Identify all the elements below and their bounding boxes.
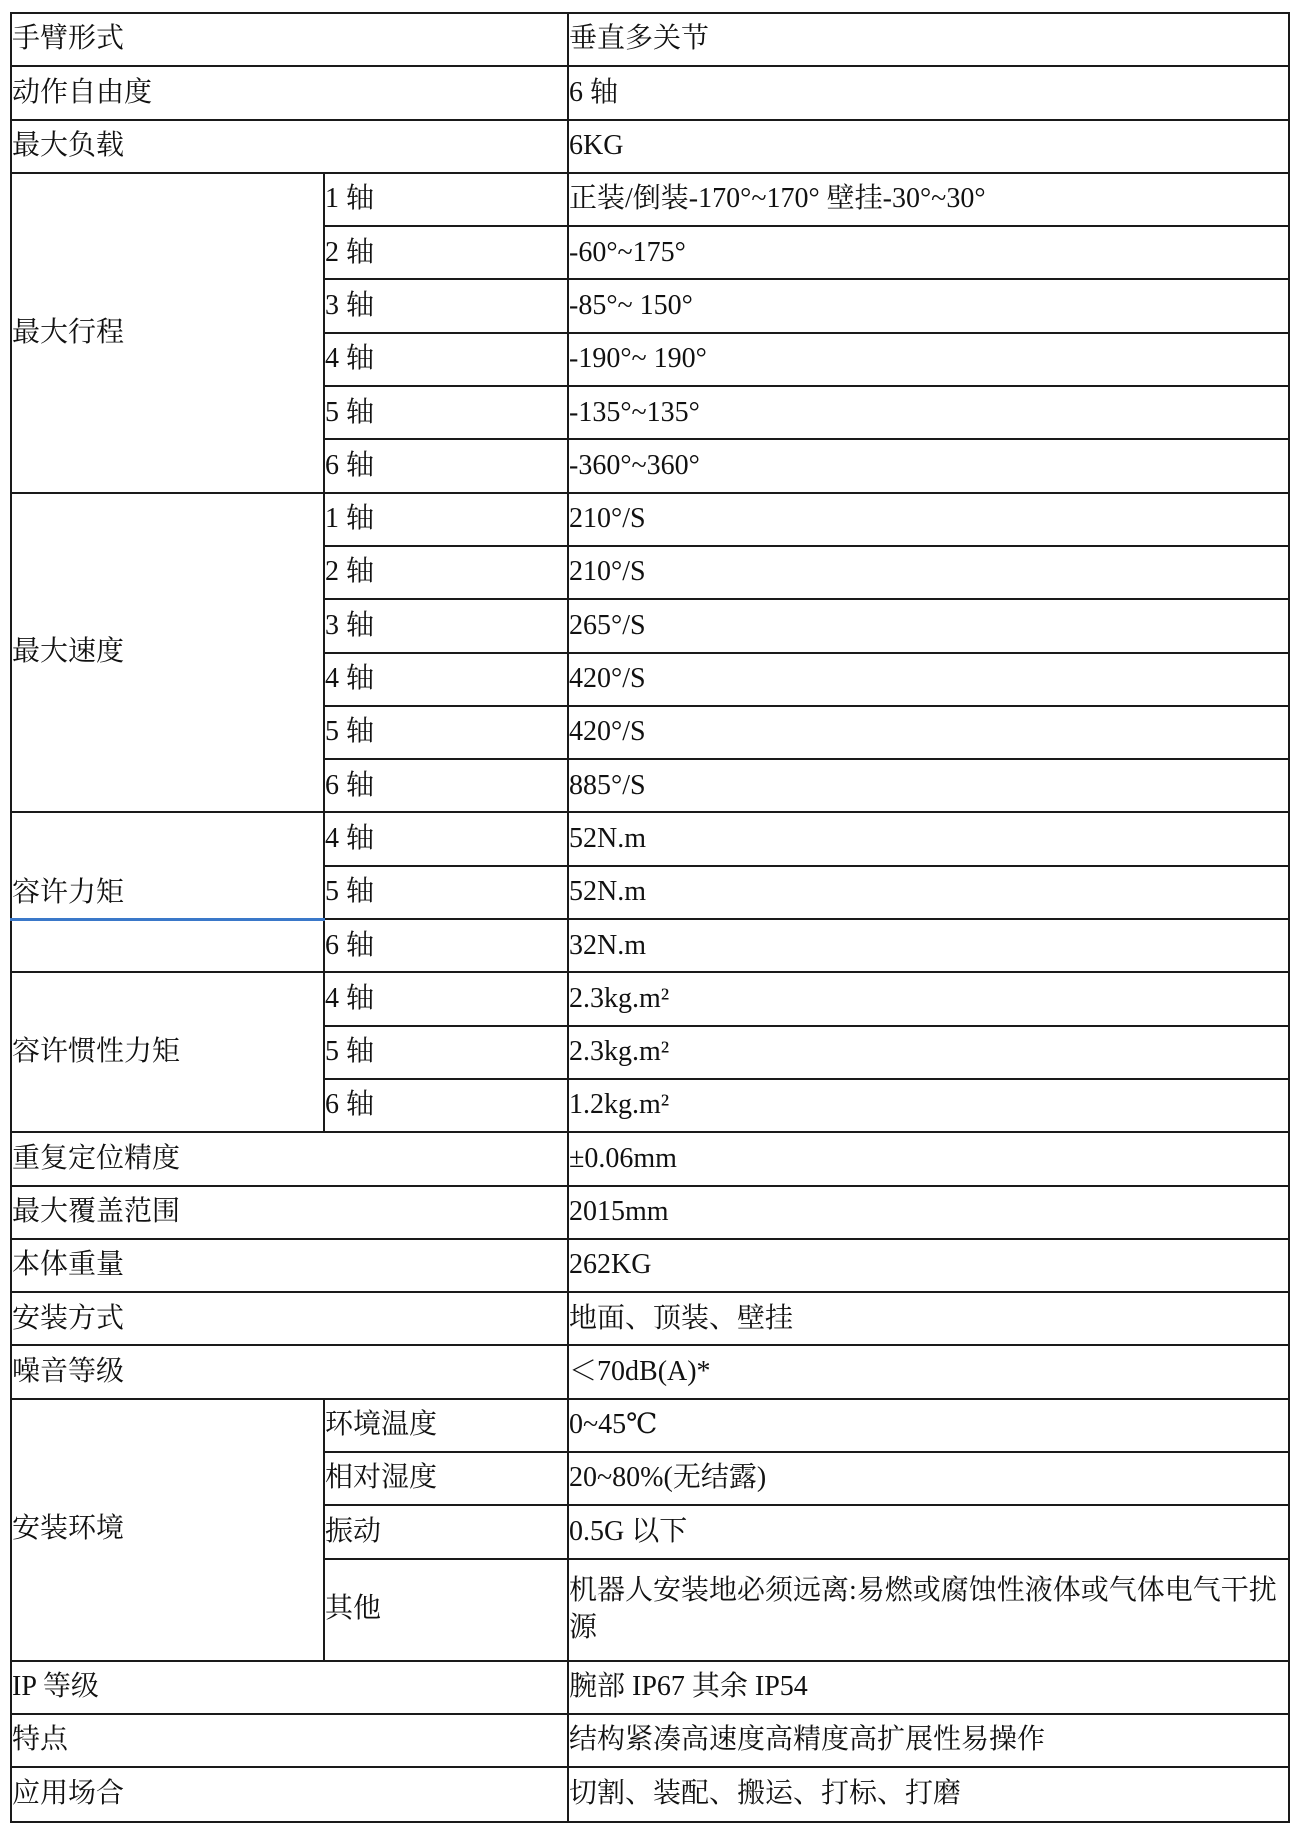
axis-value: 210°/S	[568, 493, 1289, 546]
param-label: IP 等级	[11, 1661, 568, 1714]
row-moment-4	[11, 812, 1289, 865]
axis-label: 5 轴	[324, 386, 568, 439]
param-label: 最大负载	[11, 120, 568, 173]
axis-value: -135°~135°	[568, 386, 1289, 439]
axis-label: 4 轴	[324, 972, 568, 1025]
env-label: 振动	[324, 1505, 568, 1558]
axis-label: 6 轴	[324, 439, 568, 492]
axis-label: 4 轴	[324, 812, 568, 865]
env-value: 20~80%(无结露)	[568, 1452, 1289, 1505]
axis-label: 6 轴	[324, 919, 568, 972]
param-value: 2015mm	[568, 1186, 1289, 1239]
axis-label: 3 轴	[324, 279, 568, 332]
axis-label: 1 轴	[324, 493, 568, 546]
env-label: 其他	[324, 1559, 568, 1661]
param-value: 切割、装配、搬运、打标、打磨	[568, 1767, 1289, 1822]
axis-label: 1 轴	[324, 173, 568, 226]
param-label: 最大覆盖范围	[11, 1186, 568, 1239]
param-value: 结构紧凑高速度高精度高扩展性易操作	[568, 1714, 1289, 1767]
env-label: 相对湿度	[324, 1452, 568, 1505]
axis-value: 52N.m	[568, 866, 1289, 919]
row-features	[11, 1714, 1289, 1767]
axis-label: 3 轴	[324, 599, 568, 652]
param-label: 应用场合	[11, 1767, 568, 1822]
param-label: 手臂形式	[11, 13, 568, 66]
param-label: 重复定位精度	[11, 1132, 568, 1185]
axis-value: 52N.m	[568, 812, 1289, 865]
axis-value: 32N.m	[568, 919, 1289, 972]
row-env-temp	[11, 1399, 1289, 1452]
row-weight	[11, 1239, 1289, 1292]
env-value: 0.5G 以下	[568, 1505, 1289, 1558]
row-dof	[11, 66, 1289, 119]
row-ip-rating	[11, 1661, 1289, 1714]
axis-value: -190°~ 190°	[568, 333, 1289, 386]
row-speed-1	[11, 493, 1289, 546]
axis-value: 1.2kg.m²	[568, 1079, 1289, 1132]
row-payload	[11, 120, 1289, 173]
row-mounting	[11, 1292, 1289, 1345]
group-label: 最大行程	[11, 173, 324, 493]
row-reach	[11, 1186, 1289, 1239]
axis-value: 420°/S	[568, 653, 1289, 706]
group-label: 容许惯性力矩	[11, 972, 324, 1132]
axis-label: 2 轴	[324, 546, 568, 599]
axis-value: -85°~ 150°	[568, 279, 1289, 332]
row-noise	[11, 1345, 1289, 1398]
param-value: 262KG	[568, 1239, 1289, 1292]
param-value: 6KG	[568, 120, 1289, 173]
axis-label: 4 轴	[324, 333, 568, 386]
axis-value: 420°/S	[568, 706, 1289, 759]
row-arm-type	[11, 13, 1289, 66]
param-value: ±0.06mm	[568, 1132, 1289, 1185]
axis-label: 2 轴	[324, 226, 568, 279]
axis-label: 5 轴	[324, 1026, 568, 1079]
axis-value: 正装/倒装-170°~170° 壁挂-30°~30°	[568, 173, 1289, 226]
axis-value: -60°~175°	[568, 226, 1289, 279]
spec-table	[10, 12, 1290, 1823]
row-inertia-4	[11, 972, 1289, 1025]
env-value: 0~45℃	[568, 1399, 1289, 1452]
group-label: 容许力矩	[11, 812, 324, 919]
row-stroke-1	[11, 173, 1289, 226]
param-label: 动作自由度	[11, 66, 568, 119]
axis-value: 210°/S	[568, 546, 1289, 599]
axis-value: 2.3kg.m²	[568, 1026, 1289, 1079]
param-value: 6 轴	[568, 66, 1289, 119]
axis-label: 5 轴	[324, 866, 568, 919]
axis-value: 885°/S	[568, 759, 1289, 812]
axis-label: 6 轴	[324, 1079, 568, 1132]
param-value: 垂直多关节	[568, 13, 1289, 66]
param-label: 特点	[11, 1714, 568, 1767]
row-repeatability	[11, 1132, 1289, 1185]
axis-label: 4 轴	[324, 653, 568, 706]
axis-value: 265°/S	[568, 599, 1289, 652]
param-value: ＜70dB(A)*	[568, 1345, 1289, 1398]
axis-label: 6 轴	[324, 759, 568, 812]
param-label: 噪音等级	[11, 1345, 568, 1398]
axis-label: 5 轴	[324, 706, 568, 759]
param-value: 地面、顶装、壁挂	[568, 1292, 1289, 1345]
row-applications	[11, 1767, 1289, 1822]
group-label: 最大速度	[11, 493, 324, 813]
param-label: 本体重量	[11, 1239, 568, 1292]
empty-cell	[11, 919, 324, 972]
env-label: 环境温度	[324, 1399, 568, 1452]
param-label: 安装方式	[11, 1292, 568, 1345]
axis-value: 2.3kg.m²	[568, 972, 1289, 1025]
row-moment-6	[11, 919, 1289, 972]
param-value: 腕部 IP67 其余 IP54	[568, 1661, 1289, 1714]
env-value: 机器人安装地必须远离:易燃或腐蚀性液体或气体电气干扰源	[568, 1559, 1289, 1661]
group-label: 安装环境	[11, 1399, 324, 1661]
axis-value: -360°~360°	[568, 439, 1289, 492]
